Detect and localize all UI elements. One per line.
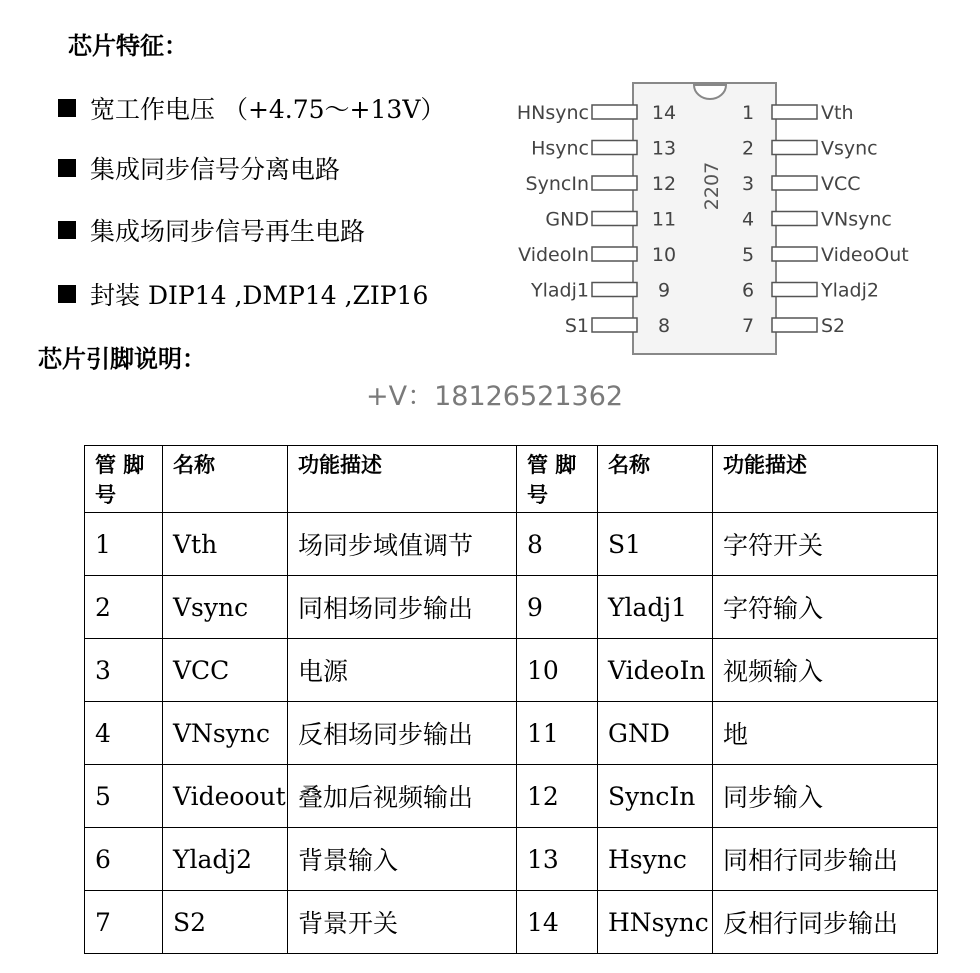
table-cell: Yladj1 [598, 576, 713, 639]
table-row [85, 639, 938, 702]
pin-lead [772, 318, 817, 332]
table-cell: 12 [517, 765, 598, 828]
chip-diagram [490, 76, 950, 366]
table-cell: VideoIn [598, 639, 713, 702]
pin-label: Yladj2 [821, 279, 879, 302]
pin-label: HNsync [516, 102, 589, 124]
pin-lead [772, 176, 817, 190]
pin-number: 9 [657, 279, 671, 302]
table-cell: 11 [517, 702, 598, 765]
bullet-square-icon [58, 159, 76, 177]
table-header-cell: 功能描述 [288, 446, 517, 513]
pin-lead [592, 318, 637, 332]
pin-lead [772, 105, 817, 119]
table-header-cell: 名称 [598, 446, 713, 513]
pin-lead [772, 141, 817, 155]
table-row [85, 513, 938, 576]
table-row [85, 576, 938, 639]
pin-number: 3 [741, 173, 755, 195]
table-cell: 8 [517, 513, 598, 576]
table-row [85, 891, 938, 954]
table-row [85, 702, 938, 765]
table-cell: 电源 [288, 639, 517, 702]
table-cell: 3 [85, 639, 163, 702]
table-header-cell: 管 脚号 [517, 446, 598, 513]
table-cell: 10 [517, 639, 598, 702]
pin-lead [592, 176, 637, 190]
feature-text: 集成场同步信号再生电路 [90, 217, 366, 246]
contact-number: +V：18126521362 [366, 381, 624, 412]
pin-label: Yladj1 [531, 279, 589, 302]
pin-number: 2 [741, 137, 755, 160]
table-cell: S2 [163, 891, 288, 954]
table-cell: 视频输入 [713, 639, 938, 702]
pin-label: VideoOut [821, 244, 909, 266]
pin-label: Vth [821, 102, 854, 124]
pin-number: 13 [651, 137, 677, 160]
pin-number: 11 [651, 208, 677, 231]
table-cell: 背景输入 [288, 828, 517, 891]
pins-heading: 芯片引脚说明： [38, 345, 206, 373]
pin-label: VNsync [821, 208, 892, 231]
table-cell: VNsync [163, 702, 288, 765]
table-cell: Vsync [163, 576, 288, 639]
pin-lead [592, 141, 637, 155]
feature-text: 宽工作电压 （+4.75～+13V） [90, 95, 446, 124]
pin-lead [592, 247, 637, 261]
table-cell: 反相场同步输出 [288, 702, 517, 765]
table-cell: Yladj2 [163, 828, 288, 891]
table-cell: 字符输入 [713, 576, 938, 639]
pin-number: 5 [741, 244, 755, 266]
chip-part-number: 2207 [701, 161, 723, 211]
pin-label: VideoIn [518, 244, 589, 266]
table-cell: Videoout [163, 765, 288, 828]
pin-number: 7 [741, 315, 755, 337]
table-cell: 9 [517, 576, 598, 639]
pin-lead [592, 212, 637, 226]
table-row [85, 765, 938, 828]
pin-label: VCC [821, 173, 861, 195]
table-cell: 14 [517, 891, 598, 954]
table-header-cell: 管 脚号 [85, 446, 163, 513]
table-cell: 2 [85, 576, 163, 639]
table-header-cell: 功能描述 [713, 446, 938, 513]
table-header-cell: 名称 [163, 446, 288, 513]
table-cell: VCC [163, 639, 288, 702]
table-cell: 6 [85, 828, 163, 891]
pin-lead [592, 283, 637, 297]
table-cell: Vth [163, 513, 288, 576]
table-cell: 13 [517, 828, 598, 891]
pin-label: Hsync [531, 137, 589, 160]
table-cell: S1 [598, 513, 713, 576]
pin-number: 14 [651, 102, 677, 124]
table-cell: 7 [85, 891, 163, 954]
pin-label: S1 [564, 315, 589, 337]
table-cell: 同步输入 [713, 765, 938, 828]
pin-lead [772, 212, 817, 226]
table-cell: 同相场同步输出 [288, 576, 517, 639]
pin-lead [772, 283, 817, 297]
pin-label: SyncIn [525, 173, 589, 195]
pin-label: Vsync [821, 137, 878, 160]
pin-number: 1 [741, 102, 755, 124]
table-cell: GND [598, 702, 713, 765]
feature-item [58, 276, 428, 312]
pin-lead [592, 105, 637, 119]
pin-number: 8 [657, 315, 671, 337]
table-header-row [85, 446, 938, 513]
features-heading: 芯片特征： [68, 32, 188, 60]
bullet-square-icon [58, 285, 76, 303]
feature-item [58, 212, 365, 248]
pin-number: 4 [741, 208, 755, 231]
pin-lead [772, 247, 817, 261]
pin-number: 12 [651, 173, 677, 195]
table-cell: 同相行同步输出 [713, 828, 938, 891]
table-cell: 反相行同步输出 [713, 891, 938, 954]
pin-label: S2 [821, 315, 846, 337]
pin-number: 10 [651, 244, 677, 266]
table-cell: HNsync [598, 891, 713, 954]
feature-item [58, 150, 340, 186]
table-cell: 5 [85, 765, 163, 828]
pin-table [84, 445, 938, 954]
table-cell: 背景开关 [288, 891, 517, 954]
bullet-square-icon [58, 221, 76, 239]
table-cell: 1 [85, 513, 163, 576]
table-cell: 叠加后视频输出 [288, 765, 517, 828]
table-cell: Hsync [598, 828, 713, 891]
feature-text: 集成同步信号分离电路 [90, 155, 341, 184]
pin-label: GND [545, 208, 589, 231]
table-row [85, 828, 938, 891]
feature-item [58, 90, 445, 126]
pin-number: 6 [741, 279, 755, 302]
table-cell: 字符开关 [713, 513, 938, 576]
table-cell: 地 [713, 702, 938, 765]
table-cell: 场同步域值调节 [288, 513, 517, 576]
table-cell: 4 [85, 702, 163, 765]
bullet-square-icon [58, 99, 76, 117]
table-cell: SyncIn [598, 765, 713, 828]
feature-text: 封装 DIP14 ,DMP14 ,ZIP16 [90, 281, 429, 310]
